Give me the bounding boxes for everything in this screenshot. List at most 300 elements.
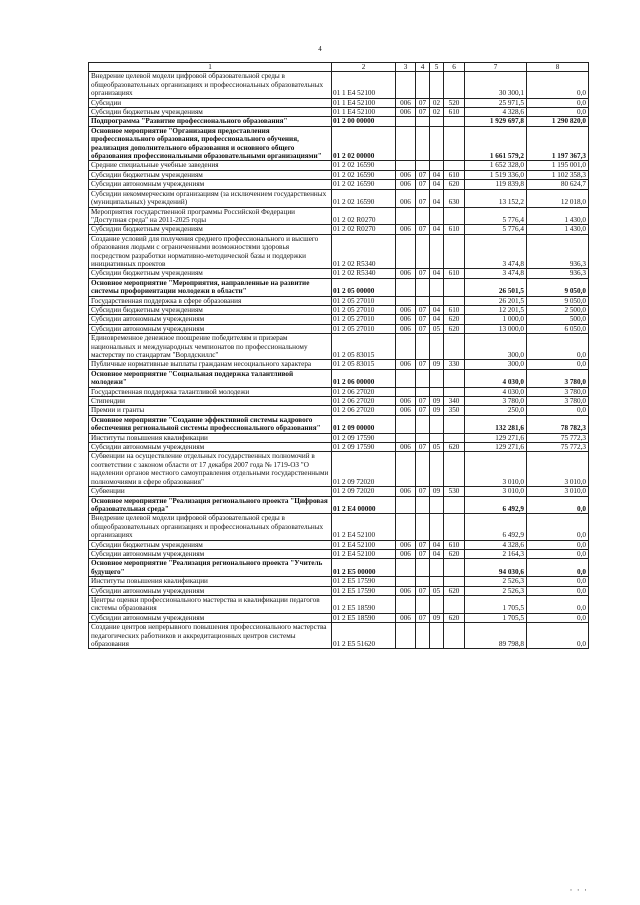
table-cell [396, 126, 416, 161]
table-cell [396, 334, 416, 360]
table-cell [416, 595, 430, 613]
table-cell: 1 195 001,0 [527, 161, 589, 170]
table-cell: 006 [396, 180, 416, 189]
table-cell: 3 010,0 [465, 487, 527, 496]
table-cell: 250,0 [465, 406, 527, 415]
table-cell: 0,0 [527, 334, 589, 360]
table-cell: 0,0 [527, 577, 589, 586]
table-cell: 01 2 05 27010 [332, 324, 396, 333]
table-cell: 5 776,4 [465, 225, 527, 234]
table-cell: 01 2 06 27020 [332, 387, 396, 396]
table-cell: 0,0 [527, 108, 589, 117]
table-cell [430, 559, 444, 577]
table-row [89, 540, 589, 549]
table-cell [396, 577, 416, 586]
table-cell: 006 [396, 586, 416, 595]
table-cell: Субсидии автономным учреждениям [89, 549, 332, 558]
table-cell: 4 030,0 [465, 387, 527, 396]
table-cell: 30 300,1 [465, 72, 527, 98]
table-cell: 12 201,5 [465, 305, 527, 314]
table-cell [416, 452, 430, 487]
table-cell: 07 [416, 549, 430, 558]
table-cell: 01 2 E5 18590 [332, 595, 396, 613]
table-cell [396, 595, 416, 613]
table-cell: 0,0 [527, 514, 589, 540]
table-cell [416, 577, 430, 586]
table-cell [444, 72, 465, 98]
table-cell: Субсидии автономным учреждениям [89, 613, 332, 622]
table-cell: 006 [396, 225, 416, 234]
table-cell: Основное мероприятие "Реализация регионального проекта "Учитель будущего" [89, 559, 332, 577]
table-cell [430, 278, 444, 296]
table-cell: 610 [444, 305, 465, 314]
table-cell: 620 [444, 613, 465, 622]
table-cell: 09 [430, 397, 444, 406]
table-cell: Основное мероприятие "Создание эффективной системы кадрового обеспечения региональной системы профессионального образования" [89, 415, 332, 433]
table-cell [444, 207, 465, 225]
table-cell: 300,0 [465, 360, 527, 369]
table-cell [416, 234, 430, 269]
table-cell [430, 387, 444, 396]
table-cell: 01 2 02 16590 [332, 161, 396, 170]
table-cell: 936,3 [527, 269, 589, 278]
table-cell [396, 296, 416, 305]
table-cell: 2 526,3 [465, 586, 527, 595]
table-cell: 01 2 02 16590 [332, 180, 396, 189]
table-row [89, 324, 589, 333]
table-cell [444, 126, 465, 161]
table-cell: 610 [444, 225, 465, 234]
table-cell: 1 705,5 [465, 595, 527, 613]
table-cell: 94 030,6 [465, 559, 527, 577]
table-row [89, 549, 589, 558]
table-cell [416, 496, 430, 514]
table-cell: 78 782,3 [527, 415, 589, 433]
table-row [89, 397, 589, 406]
table-row [89, 207, 589, 225]
table-cell [444, 452, 465, 487]
table-row [89, 180, 589, 189]
table-cell: Средние специальные учебные заведения [89, 161, 332, 170]
table-cell: 0,0 [527, 586, 589, 595]
table-cell: 3 474,8 [465, 269, 527, 278]
table-cell [416, 126, 430, 161]
table-cell: 01 2 09 17590 [332, 433, 396, 442]
table-cell [444, 595, 465, 613]
header-cell: 1 [89, 63, 332, 72]
table-cell: 12 018,0 [527, 189, 589, 207]
table-cell [430, 452, 444, 487]
table-cell: 01 2 02 R5340 [332, 234, 396, 269]
table-cell: 02 [430, 108, 444, 117]
table-row [89, 269, 589, 278]
table-cell [396, 387, 416, 396]
table-row [89, 487, 589, 496]
table-cell: 006 [396, 189, 416, 207]
table-cell: 07 [416, 613, 430, 622]
budget-table [88, 62, 589, 649]
table-cell [444, 496, 465, 514]
table-cell: 006 [396, 269, 416, 278]
table-cell: 620 [444, 180, 465, 189]
table-cell: 04 [430, 315, 444, 324]
table-cell [444, 117, 465, 126]
table-cell: Субсидии бюджетным учреждениям [89, 269, 332, 278]
table-cell [396, 415, 416, 433]
table-cell: Центры оценки профессионального мастерства и квалификации педагогов системы образования [89, 595, 332, 613]
page-number: 4 [318, 45, 322, 53]
table-cell: 04 [430, 225, 444, 234]
table-cell: 01 2 E4 52100 [332, 540, 396, 549]
table-cell [416, 514, 430, 540]
table-cell: 07 [416, 315, 430, 324]
table-cell: 3 010,0 [465, 452, 527, 487]
table-cell: Стипендии [89, 397, 332, 406]
table-cell: 07 [416, 170, 430, 179]
table-row [89, 296, 589, 305]
header-cell: 3 [396, 63, 416, 72]
table-cell: 006 [396, 487, 416, 496]
table-cell: Государственная поддержка в сфере образования [89, 296, 332, 305]
table-cell: 01 2 05 27010 [332, 305, 396, 314]
table-cell [430, 334, 444, 360]
table-cell: 0,0 [527, 360, 589, 369]
table-cell [396, 234, 416, 269]
header-cell: 7 [465, 63, 527, 72]
table-cell [430, 234, 444, 269]
table-cell [430, 577, 444, 586]
table-cell [430, 623, 444, 649]
table-cell: 01 2 05 00000 [332, 278, 396, 296]
table-cell: 630 [444, 189, 465, 207]
table-cell: 07 [416, 487, 430, 496]
table-cell: 0,0 [527, 496, 589, 514]
table-row [89, 559, 589, 577]
table-cell [396, 559, 416, 577]
table-cell: 01 2 05 27010 [332, 296, 396, 305]
table-cell [416, 117, 430, 126]
table-cell: 01 1 E4 52100 [332, 72, 396, 98]
table-cell [396, 117, 416, 126]
table-cell [396, 369, 416, 387]
table-row [89, 369, 589, 387]
table-cell: 520 [444, 98, 465, 107]
table-cell: Основное мероприятие "Организация предоставления профессионального образования, профессионального обучения, реализация дополнительного образования и основного общего образования профессиональными образовательными организациями" [89, 126, 332, 161]
table-cell: 07 [416, 269, 430, 278]
table-cell: 610 [444, 170, 465, 179]
table-cell: 01 2 02 00000 [332, 126, 396, 161]
table-cell: 610 [444, 269, 465, 278]
table-cell: 01 2 02 16590 [332, 189, 396, 207]
table-cell: 09 [430, 406, 444, 415]
table-cell: 1 000,0 [465, 315, 527, 324]
table-cell [444, 387, 465, 396]
table-cell [416, 559, 430, 577]
table-cell: Субсидии бюджетным учреждениям [89, 225, 332, 234]
table-cell: Субсидии автономным учреждениям [89, 315, 332, 324]
table-cell [444, 623, 465, 649]
table-cell: Основное мероприятие "Социальная поддержка талантливой молодежи" [89, 369, 332, 387]
table-cell: Внедрение целевой модели цифровой образовательной среды в общеобразовательных организациях и профессиональных образовательных организациях [89, 514, 332, 540]
table-cell: 132 281,6 [465, 415, 527, 433]
table-row [89, 496, 589, 514]
table-cell: 01 2 06 27020 [332, 397, 396, 406]
table-cell [430, 496, 444, 514]
table-cell: 07 [416, 108, 430, 117]
table-cell: Создание условий для получения среднего профессионального и высшего образования людьми с ограниченными возможностями здоровья посредством разработки нормативно-методической базы и поддержки инициативных проектов [89, 234, 332, 269]
table-cell [396, 514, 416, 540]
table-row [89, 189, 589, 207]
table-cell: 13 000,0 [465, 324, 527, 333]
table-cell: 1 430,0 [527, 207, 589, 225]
table-cell: 04 [430, 189, 444, 207]
table-cell: 3 474,8 [465, 234, 527, 269]
table-row [89, 433, 589, 442]
table-row [89, 387, 589, 396]
table-cell: 5 776,4 [465, 207, 527, 225]
table-cell: 006 [396, 315, 416, 324]
table-cell: 610 [444, 108, 465, 117]
table-cell: 01 2 09 72020 [332, 452, 396, 487]
table-cell: 0,0 [527, 559, 589, 577]
table-cell: 006 [396, 360, 416, 369]
table-cell: 1 929 697,8 [465, 117, 527, 126]
table-cell: 0,0 [527, 406, 589, 415]
table-cell [416, 207, 430, 225]
table-cell: 0,0 [527, 623, 589, 649]
table-cell: Мероприятия государственной программы Российской Федерации "Доступная среда" на 2011-2025 годы [89, 207, 332, 225]
table-cell: 3 780,0 [465, 397, 527, 406]
table-cell: 07 [416, 586, 430, 595]
table-cell: 01 2 E5 17590 [332, 586, 396, 595]
table-cell: 25 971,5 [465, 98, 527, 107]
table-cell: 01 2 05 83015 [332, 360, 396, 369]
table-row [89, 234, 589, 269]
table-cell: 3 010,0 [527, 487, 589, 496]
table-cell: 26 501,5 [465, 278, 527, 296]
table-row [89, 415, 589, 433]
table-cell: 0,0 [527, 72, 589, 98]
table-cell: 9 050,0 [527, 278, 589, 296]
header-cell: 2 [332, 63, 396, 72]
table-cell: Субвенции на осуществление отдельных государственных полномочий в соответствии с законом области от 17 декабря 2007 года № 1719-ОЗ "О наделении органов местного самоуправления отдельными государственными полномочиями в сфере образования" [89, 452, 332, 487]
table-cell: 006 [396, 98, 416, 107]
table-cell: 01 2 09 00000 [332, 415, 396, 433]
table-cell: 01 2 E5 51620 [332, 623, 396, 649]
table-cell: 6 492,9 [465, 496, 527, 514]
table-cell: 3 780,0 [527, 369, 589, 387]
table-cell: Субсидии автономным учреждениям [89, 443, 332, 452]
header-cell: 6 [444, 63, 465, 72]
table-cell: 0,0 [527, 540, 589, 549]
table-cell [396, 207, 416, 225]
table-row [89, 98, 589, 107]
table-cell: 9 050,0 [527, 296, 589, 305]
table-cell: 01 2 E4 00000 [332, 496, 396, 514]
table-row [89, 126, 589, 161]
table-cell: 1 705,5 [465, 613, 527, 622]
table-cell: 04 [430, 549, 444, 558]
table-cell: 610 [444, 540, 465, 549]
table-cell: 300,0 [465, 334, 527, 360]
table-cell: 0,0 [527, 613, 589, 622]
table-cell: Премии и гранты [89, 406, 332, 415]
table-row [89, 623, 589, 649]
table-cell: 80 624,7 [527, 180, 589, 189]
table-cell [416, 334, 430, 360]
header-cell: 5 [430, 63, 444, 72]
table-cell: 05 [430, 586, 444, 595]
table-cell: 01 2 02 R5340 [332, 269, 396, 278]
table-cell: 07 [416, 189, 430, 207]
table-cell: 006 [396, 170, 416, 179]
table-row [89, 595, 589, 613]
table-cell [416, 387, 430, 396]
table-row [89, 170, 589, 179]
table-cell: 4 328,6 [465, 540, 527, 549]
table-cell [430, 207, 444, 225]
table-cell [430, 595, 444, 613]
table-cell [416, 72, 430, 98]
table-cell: 129 271,6 [465, 443, 527, 452]
table-cell: Субвенции [89, 487, 332, 496]
table-row [89, 334, 589, 360]
table-cell [396, 161, 416, 170]
table-cell: Внедрение целевой модели цифровой образовательной среды в общеобразовательных организациях и профессиональных образовательных организациях [89, 72, 332, 98]
table-cell: Основное мероприятие "Мероприятия, направленные на развитие системы профориентации молодежи в области" [89, 278, 332, 296]
table-cell: 4 030,0 [465, 369, 527, 387]
table-cell [396, 278, 416, 296]
table-cell: 340 [444, 397, 465, 406]
table-cell: Субсидии некоммерческим организациям (за исключением государственных (муниципальных) учреждений) [89, 189, 332, 207]
table-cell [416, 623, 430, 649]
table-cell [430, 117, 444, 126]
table-cell: 3 780,0 [527, 387, 589, 396]
table-cell: 0,0 [527, 549, 589, 558]
table-cell: 006 [396, 324, 416, 333]
table-cell: Единовременное денежное поощрение победителям и призерам национальных и международных чемпионатов по профессиональному мастерству по стандартам "Ворлдскиллс" [89, 334, 332, 360]
table-cell: 350 [444, 406, 465, 415]
table-row [89, 443, 589, 452]
table-cell: 0,0 [527, 98, 589, 107]
table-cell: 936,3 [527, 234, 589, 269]
table-cell [444, 234, 465, 269]
table-cell: 01 2 E5 18590 [332, 613, 396, 622]
table-cell [396, 72, 416, 98]
table-cell: Подпрограмма "Развитие профессионального образования" [89, 117, 332, 126]
scan-mark: · · · [569, 885, 588, 895]
table-cell: 620 [444, 549, 465, 558]
table-row [89, 613, 589, 622]
table-cell: 01 2 E5 00000 [332, 559, 396, 577]
table-cell [430, 296, 444, 305]
table-cell: 26 201,5 [465, 296, 527, 305]
table-cell: 09 [430, 487, 444, 496]
table-cell: 1 102 358,3 [527, 170, 589, 179]
table-cell: 07 [416, 397, 430, 406]
table-cell: Основное мероприятие "Реализация регионального проекта "Цифровая образовательная среда" [89, 496, 332, 514]
table-row [89, 452, 589, 487]
table-cell: Публичные нормативные выплаты гражданам несоциального характера [89, 360, 332, 369]
table-cell [396, 433, 416, 442]
table-cell: 01 2 05 83015 [332, 334, 396, 360]
table-cell: 620 [444, 315, 465, 324]
table-cell: 006 [396, 305, 416, 314]
table-cell: 01 2 E4 52100 [332, 549, 396, 558]
table-cell: 129 271,6 [465, 433, 527, 442]
table-cell: 1 197 367,3 [527, 126, 589, 161]
table-cell [444, 514, 465, 540]
table-row [89, 108, 589, 117]
header-row [89, 63, 589, 72]
table-cell [416, 296, 430, 305]
table-cell: 006 [396, 613, 416, 622]
table-cell: 6 492,9 [465, 514, 527, 540]
table-cell: Субсидии [89, 98, 332, 107]
table-cell [444, 433, 465, 442]
table-row [89, 161, 589, 170]
table-cell [444, 334, 465, 360]
table-cell [444, 415, 465, 433]
table-cell [430, 514, 444, 540]
table-cell: 05 [430, 443, 444, 452]
table-row [89, 305, 589, 314]
table-cell: Институты повышения квалификации [89, 577, 332, 586]
table-row [89, 577, 589, 586]
table-cell [430, 72, 444, 98]
table-cell: 05 [430, 324, 444, 333]
table-cell: 01 2 06 27020 [332, 406, 396, 415]
table-cell: 07 [416, 406, 430, 415]
header-cell: 4 [416, 63, 430, 72]
table-cell: 4 328,6 [465, 108, 527, 117]
table-cell: 2 164,3 [465, 549, 527, 558]
table-cell [396, 496, 416, 514]
table-cell: Субсидии автономным учреждениям [89, 324, 332, 333]
table-cell [444, 296, 465, 305]
table-cell: 1 652 328,0 [465, 161, 527, 170]
table-cell: 620 [444, 443, 465, 452]
table-cell: 04 [430, 305, 444, 314]
table-cell: 1 290 820,0 [527, 117, 589, 126]
table-cell: 07 [416, 225, 430, 234]
table-cell: 01 2 09 17590 [332, 443, 396, 452]
table-cell: Субсидии бюджетным учреждениям [89, 170, 332, 179]
table-cell: 01 2 E5 17590 [332, 577, 396, 586]
table-cell: Государственная поддержка талантливой молодежи [89, 387, 332, 396]
table-cell: 01 2 E4 52100 [332, 514, 396, 540]
table-cell: 07 [416, 324, 430, 333]
table-cell [444, 278, 465, 296]
table-cell: 07 [416, 98, 430, 107]
table-cell [444, 369, 465, 387]
table-cell [396, 623, 416, 649]
table-cell: 500,0 [527, 315, 589, 324]
table-cell [416, 415, 430, 433]
table-cell: 01 1 E4 52100 [332, 98, 396, 107]
table-row [89, 225, 589, 234]
table-cell: 006 [396, 397, 416, 406]
table-cell [416, 161, 430, 170]
table-cell [430, 369, 444, 387]
table-cell: 75 772,3 [527, 443, 589, 452]
table-cell: 07 [416, 180, 430, 189]
table-row [89, 586, 589, 595]
table-cell: 01 2 00 00000 [332, 117, 396, 126]
table-cell: 119 839,8 [465, 180, 527, 189]
table-cell [444, 161, 465, 170]
table-cell: Субсидии бюджетным учреждениям [89, 540, 332, 549]
